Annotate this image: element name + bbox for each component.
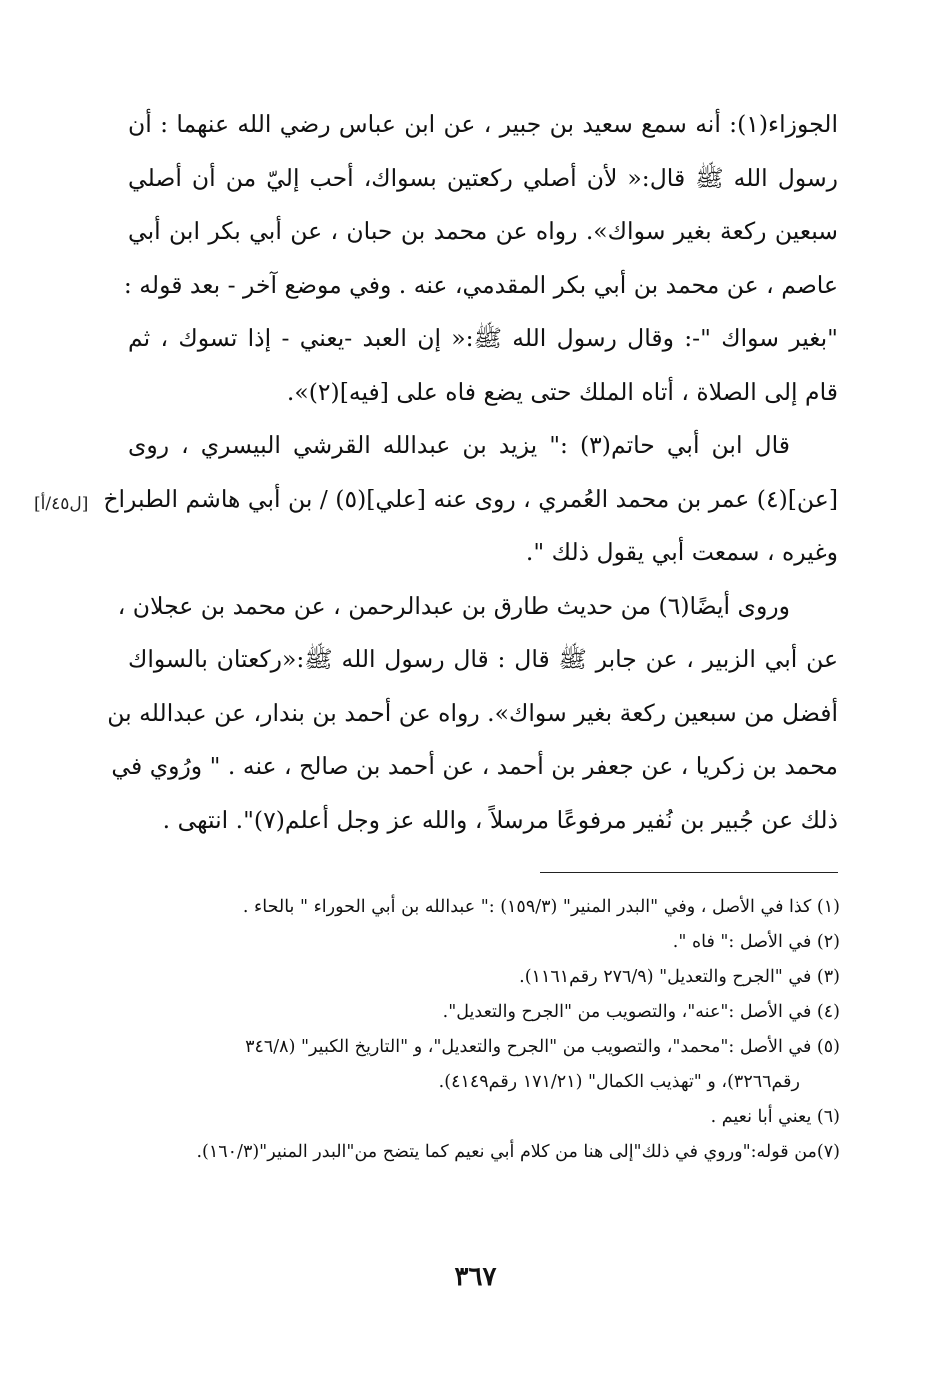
main-text (103, 98, 838, 847)
footnote-separator (540, 872, 838, 873)
text-line: الجوزاء(١): أنه سمع سعيد بن جبير ، عن ابن عباس رضي الله عنهما : أن (128, 110, 838, 138)
footnote: (٥) في الأصل :"محمد"، والتصويب من "الجرح والتعديل"، و "التاريخ الكبير" (٣٤٦/٨ (245, 1037, 840, 1057)
text-line: أفضل من سبعين ركعة بغير سواك». رواه عن أحمد بن بندار، عن عبدالله بن (107, 698, 838, 727)
footnote: (٧)من قوله:"وروي في ذلك"إلى هنا من كلام أبي نعيم كما يتضح من"البدر المنير"(١٦٠/٣). (196, 1142, 840, 1162)
footnote: (٦) يعني أبا نعيم . (710, 1107, 840, 1127)
footnote: (٤) في الأصل :"عنه"، والتصويب من "الجرح والتعديل". (442, 1002, 840, 1022)
text-line: عن أبي الزبير ، عن جابر ﷺ قال : قال رسول الله ﷺ:«ركعتان بالسواك (128, 645, 838, 673)
text-line: قام إلى الصلاة ، أتاه الملك حتى يضع فاه على [فيه](٢)». (286, 377, 838, 406)
text-line: ذلك عن جُبير بن نُفير مرفوعًا مرسلاً ، والله عز وجل أعلم(٧)". انتهى . (162, 805, 838, 834)
footnote: (١) كذا في الأصل ، وفي "البدر المنير" (١٥٩/٣) :" عبدالله بن أبي الحوراء " بالحاء . (242, 897, 840, 917)
footnotes (128, 890, 840, 1170)
footnote: (٣) في "الجرح والتعديل" (٢٧٦/٩ رقم١١٦١). (519, 967, 840, 987)
text-line: رسول الله ﷺ قال:« لأن أصلي ركعتين بسواك، أحب إليّ من أن أصلي (128, 163, 838, 192)
text-line: وروى أيضًا(٦) من حديث طارق بن عبدالرحمن ، عن محمد بن عجلان ، (117, 591, 790, 620)
text-line: "بغير سواك "-: وقال رسول الله ﷺ:« إن العبد -يعني - إذا تسوك ، ثم (128, 324, 838, 352)
page-number: ٣٦٧ (454, 1262, 497, 1292)
text-line: قال ابن أبي حاتم(٣) :" يزيد بن عبدالله القرشي البيسري ، روى (128, 431, 790, 459)
manuscript-folio-marker: [ل٤٥/أ] (34, 494, 89, 514)
text-line: عاصم ، عن محمد بن أبي بكر المقدمي، عنه . وفي موضع آخر - بعد قوله : (123, 270, 838, 299)
text-line: [عن](٤) عمر بن محمد العُمري ، روى عنه [علي](٥) / بن أبي هاشم الطبراخ (103, 484, 838, 513)
footnote: (٢) في الأصل :" فاه ". (672, 932, 840, 952)
text-line: محمد بن زكريا ، عن جعفر بن أحمد ، عن أحمد بن صالح ، عنه . " ورُوي في (111, 752, 838, 780)
text-line: سبعين ركعة بغير سواك». رواه عن محمد بن حبان ، عن أبي بكر ابن أبي (128, 217, 838, 245)
footnote-continuation: رقم٣٢٦٦)، و "تهذيب الكمال" (١٧١/٢١ رقم٤١٤٩). (438, 1072, 800, 1092)
text-line: وغيره ، سمعت أبي يقول ذلك ". (525, 538, 838, 566)
